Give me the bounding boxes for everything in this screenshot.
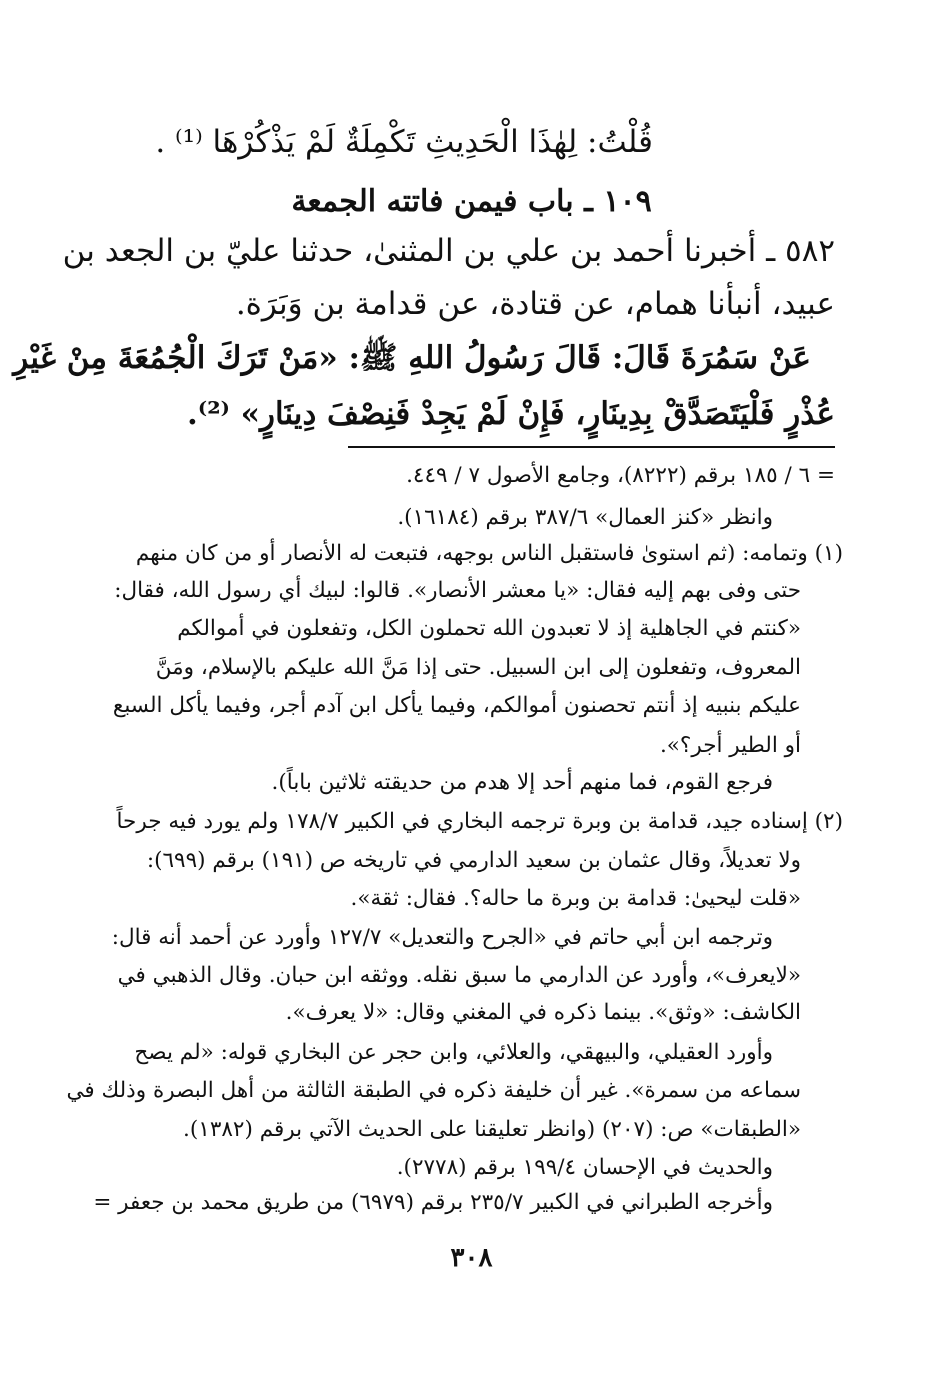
footnote-1-line-4: المعروف، وتفعلون إلى ابن السبيل. حتى إذا مَنَّ الله عليكم بالإسلام، ومَنَّ: [155, 655, 801, 680]
footnote-1-line-7: فرجع القوم، فما منهم أحد إلا هدم من حديقته ثلاثين باباً).: [271, 770, 773, 795]
footnote-2-line-5: «لايعرف»، وأورد عن الدارمي ما سبق نقله. ووثقه ابن حبان. وقال الذهبي في: [117, 963, 801, 988]
footnote-2-line-3: «قلت ليحيىٰ: قدامة بن وبرة ما حاله؟. فقال: ثقة».: [350, 886, 801, 911]
footnote-separator: [348, 446, 835, 448]
footnote-1-line-1: (١) وتمامه: (ثم استوىٰ فاستقبل الناس بوجهه، فتبعت له الأنصار أو من كان منهم: [135, 541, 843, 566]
footnote-2-line-1: (٢) إسناده جيد، قدامة بن وبرة ترجمه البخاري في الكبير ١٧٨/٧ ولم يورد فيه جرحاً: [116, 809, 843, 834]
hadith-matn-line-2: عُذْرٍ فَلْيَتَصَدَّقْ بِدِينَارٍ، فَإِنْ لَمْ يَجِدْ فَنِصْفَ دِينَارٍ» ⁽²⁾.: [187, 396, 835, 432]
qultu-line: قُلْتُ: لِهٰذَا الْحَدِيثِ تَكْمِلَةٌ لَمْ يَذْكُرْهَا ⁽¹⁾ .: [155, 124, 653, 160]
footnote-1-line-5: عليكم بنبيه إذ أنتم تحصنون أموالكم، وفيما يأكل ابن آدم أجر، وفيما يأكل السبع: [112, 693, 801, 718]
footnote-1-line-2: حتى وفى بهم إليه فقال: «يا معشر الأنصار». قالوا: لبيك أي رسول الله، فقال:: [114, 578, 801, 603]
footnote-2-line-11: وأخرجه الطبراني في الكبير ٢٣٥/٧ برقم (٦٩٧٩) من طريق محمد بن جعفر =: [93, 1190, 773, 1215]
footnote-continuation-line-1: = ٦ / ١٨٥ برقم (٨٢٢٢)، وجامع الأصول ٧ / ٤٤٩.: [406, 463, 835, 488]
chapter-title: ١٠٩ ـ باب فيمن فاتته الجمعة: [291, 184, 652, 219]
hadith-matn-line-1: عَنْ سَمُرَةَ قَالَ: قَالَ رَسُولُ اللهِ ﷺ: «مَنْ تَرَكَ الْجُمُعَةَ مِنْ غَيْرِ: [13, 340, 811, 376]
footnote-2-line-8: سماعه من سمرة». غير أن خليفة ذكره في الطبقة الثالثة من أهل البصرة وذلك في: [66, 1078, 801, 1103]
footnote-2-line-6: الكاشف: «وثق». بينما ذكره في المغني وقال: «لا يعرف».: [285, 1000, 801, 1025]
footnote-2-line-9: «الطبقات» ص: (٢٠٧) (وانظر تعليقنا على الحديث الآتي برقم (١٣٨٢).: [183, 1117, 801, 1142]
footnote-2-line-2: ولا تعديلاً، وقال عثمان بن سعيد الدارمي في تاريخه ص (١٩١) برقم (٦٩٩):: [146, 848, 801, 873]
footnote-continuation-line-2: وانظر «كنز العمال» ٣٨٧/٦ برقم (١٦١٨٤).: [397, 505, 773, 530]
page-number: ٣٠٨: [450, 1243, 493, 1273]
footnote-1-line-3: «كنتم في الجاهلية إذ لا تعبدون الله تحملون الكل، وتفعلون في أموالكم: [177, 616, 801, 641]
hadith-isnad-line-2: عبيد، أنبأنا همام، عن قتادة، عن قدامة بن وَبَرَة.: [235, 286, 835, 322]
footnote-2-line-4: وترجمه ابن أبي حاتم في «الجرح والتعديل» ١٢٧/٧ وأورد عن أحمد أنه قال:: [111, 925, 773, 950]
footnote-2-line-7: وأورد العقيلي، والبيهقي، والعلائي، وابن حجر عن البخاري قوله: «لم يصح: [134, 1040, 773, 1065]
footnote-1-line-6: أو الطير أجر؟».: [659, 733, 801, 758]
hadith-isnad-line-1: ٥٨٢ ـ أخبرنا أحمد بن علي بن المثنىٰ، حدثنا عليّ بن الجعد بن: [62, 233, 835, 269]
footnote-2-line-10: والحديث في الإحسان ١٩٩/٤ برقم (٢٧٧٨).: [396, 1155, 773, 1180]
